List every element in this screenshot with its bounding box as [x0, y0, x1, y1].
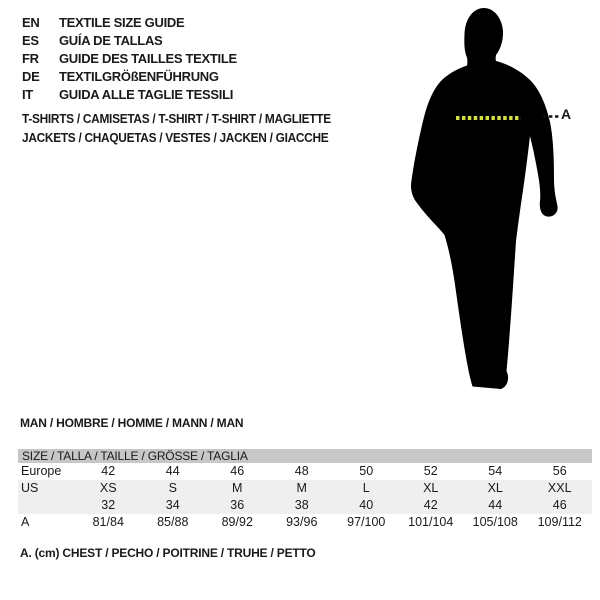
row-label: US — [21, 481, 39, 495]
size-cell: 52 — [423, 464, 438, 478]
size-table — [18, 449, 592, 531]
language-code: ES — [22, 33, 39, 48]
man-silhouette-svg — [400, 0, 600, 400]
size-cell: 93/96 — [286, 515, 318, 529]
size-cell: M — [232, 481, 243, 495]
garment-types — [22, 110, 331, 148]
size-cell: 44 — [488, 498, 503, 512]
size-cell: 42 — [423, 498, 438, 512]
table-row-numeric — [18, 497, 592, 514]
measurement-footnote: A. (cm) CHEST / PECHO / POITRINE / TRUHE / PETTO — [20, 546, 316, 560]
size-cell: 38 — [294, 498, 309, 512]
size-cell: 89/92 — [221, 515, 253, 529]
size-cell: 44 — [165, 464, 180, 478]
language-list — [22, 14, 237, 104]
size-cell: 101/104 — [408, 515, 454, 529]
section-title-man: MAN / HOMBRE / HOMME / MANN / MAN — [20, 416, 244, 430]
size-cell: L — [362, 481, 370, 495]
size-cell: 36 — [230, 498, 245, 512]
row-label: A — [21, 515, 30, 529]
size-cell: 97/100 — [347, 515, 386, 529]
size-cell: 105/108 — [472, 515, 518, 529]
size-cell: XS — [99, 481, 117, 495]
size-cell: 81/84 — [92, 515, 124, 529]
size-cell: 54 — [488, 464, 503, 478]
language-label: GUÍA DE TALLAS — [59, 33, 163, 48]
size-cell: 50 — [359, 464, 374, 478]
language-code: IT — [22, 87, 33, 102]
language-row-en — [22, 14, 237, 32]
row-label — [18, 497, 76, 514]
language-row-es — [22, 32, 237, 50]
language-label: GUIDE DES TAILLES TEXTILE — [59, 51, 237, 66]
size-cell: 46 — [552, 498, 567, 512]
language-label: GUIDA ALLE TAGLIE TESSILI — [59, 87, 234, 102]
size-table-header: SIZE / TALLA / TAILLE / GRÖSSE / TAGLIA — [18, 449, 592, 463]
size-cell: XL — [423, 481, 439, 495]
table-row-us — [18, 480, 592, 497]
size-cell: 46 — [230, 464, 245, 478]
size-cell: XXL — [547, 481, 572, 495]
size-cell: 40 — [359, 498, 374, 512]
language-code: EN — [22, 15, 40, 30]
measure-label-a: A — [561, 106, 572, 122]
size-cell: S — [168, 481, 177, 495]
garment-line-jackets: JACKETS / CHAQUETAS / VESTES / JACKEN / GIACCHE — [22, 131, 329, 145]
size-cell: 48 — [294, 464, 309, 478]
language-row-it — [22, 86, 237, 104]
size-cell: 85/88 — [157, 515, 189, 529]
man-silhouette — [411, 8, 558, 389]
language-label: TEXTILGRÖßENFÜHRUNG — [59, 69, 219, 84]
size-cell: 56 — [552, 464, 567, 478]
size-cell: M — [296, 481, 307, 495]
size-cell: 109/112 — [537, 515, 582, 529]
language-code: DE — [22, 69, 40, 84]
size-cell: 34 — [165, 498, 180, 512]
table-row-chest-a — [18, 514, 592, 531]
size-cell: 42 — [101, 464, 116, 478]
garment-line-tshirts: T-SHIRTS / CAMISETAS / T-SHIRT / T-SHIRT / MAGLIETTE — [22, 112, 331, 126]
row-label: Europe — [21, 464, 62, 478]
language-code: FR — [22, 51, 39, 66]
man-silhouette-figure — [400, 0, 600, 400]
table-row-europe — [18, 463, 592, 480]
size-cell: 32 — [101, 498, 116, 512]
language-row-fr — [22, 50, 237, 68]
language-row-de — [22, 68, 237, 86]
language-label: TEXTILE SIZE GUIDE — [59, 15, 185, 30]
size-cell: XL — [487, 481, 503, 495]
